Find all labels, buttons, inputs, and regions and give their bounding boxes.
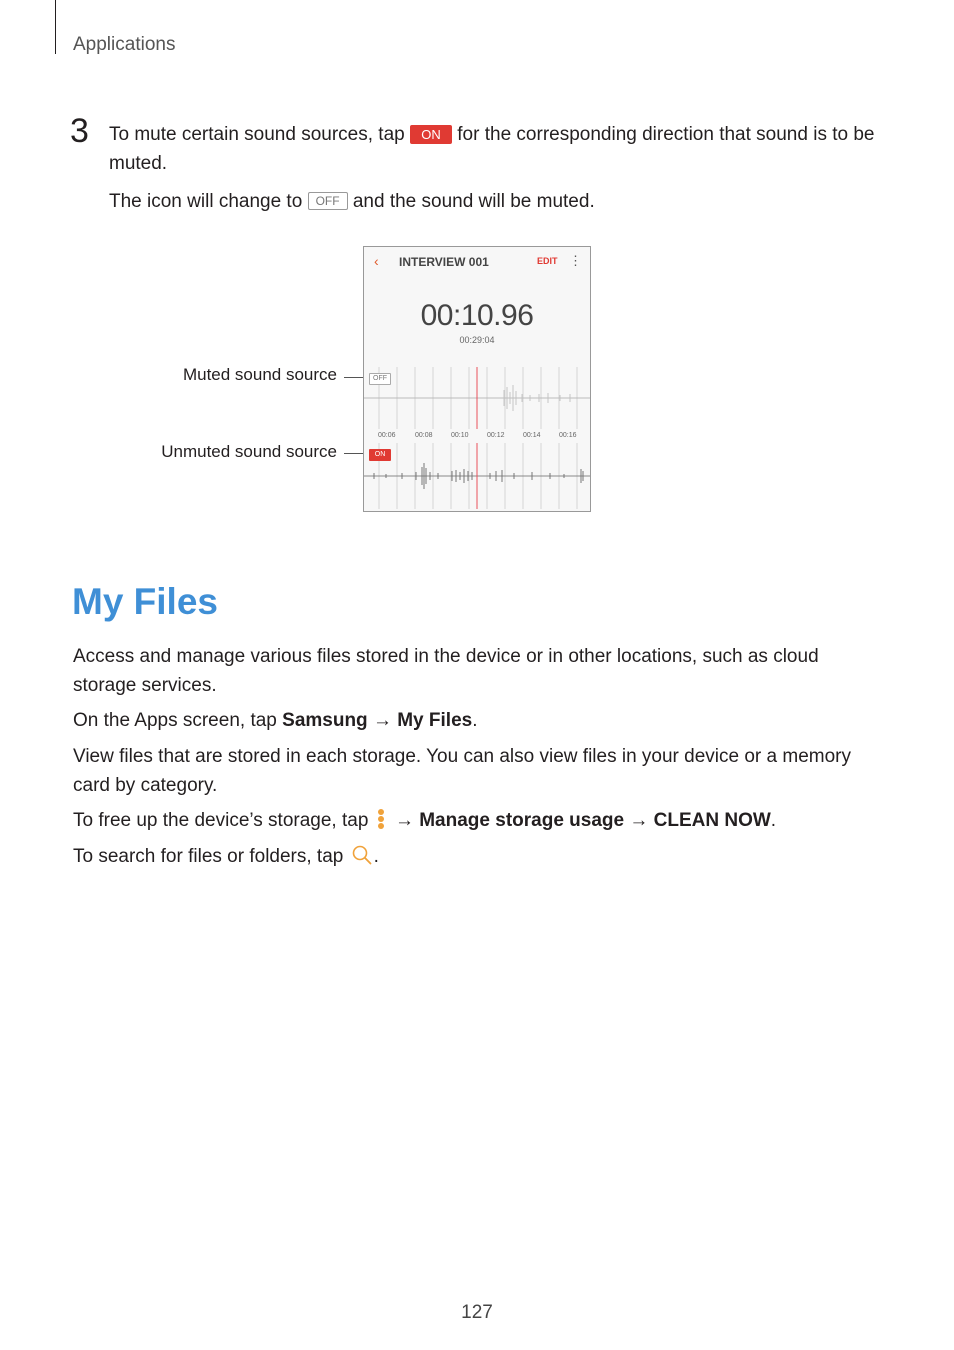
clean-now-label: CLEAN NOW — [653, 810, 771, 831]
section-header: Applications — [73, 34, 176, 55]
elapsed-timer: 00:10.96 — [420, 299, 534, 332]
text-segment: . — [373, 846, 379, 867]
voice-recorder-screenshot — [363, 246, 591, 512]
page-edge-rule — [55, 0, 56, 54]
arrow-separator: → — [367, 710, 398, 731]
tick-label: 00:10 — [451, 432, 469, 439]
free-storage-instruction — [73, 806, 873, 835]
edit-button[interactable]: EDIT — [537, 256, 558, 266]
step-text-3: The icon will change to — [109, 191, 308, 212]
text-segment: To free up the device’s storage, tap — [73, 810, 374, 831]
tick-label: 00:12 — [487, 432, 505, 439]
arrow-separator: → — [389, 810, 420, 831]
step-text-1: To mute certain sound sources, tap — [109, 124, 410, 145]
step-result — [109, 187, 889, 216]
back-chevron-icon[interactable]: ‹ — [374, 253, 379, 269]
callout-muted: Muted sound source — [182, 365, 337, 384]
total-duration: 00:29:04 — [459, 335, 495, 345]
unmuted-waveform — [364, 443, 590, 509]
search-instruction — [73, 842, 873, 871]
text-segment: On the Apps screen, tap — [73, 710, 283, 731]
muted-toggle[interactable]: OFF — [369, 373, 391, 385]
step-text-4: and the sound will be muted. — [347, 191, 595, 212]
my-files-view-info: View files that are stored in each storage. You can also view files in your device or a memory card by category. — [73, 746, 851, 796]
text-segment: . — [472, 710, 478, 731]
tick-label: 00:06 — [378, 432, 396, 439]
text-segment: . — [770, 810, 777, 831]
recording-title: INTERVIEW 001 — [399, 255, 489, 269]
more-options-icon[interactable]: ⋮ — [569, 253, 582, 268]
unmuted-toggle[interactable]: ON — [369, 449, 391, 461]
tick-label: 00:16 — [559, 432, 577, 439]
search-icon — [351, 844, 373, 866]
my-files-heading: My Files — [72, 581, 218, 622]
manage-storage-label: Manage storage usage — [419, 810, 625, 831]
arrow-separator: → — [624, 810, 654, 831]
step-text-2: for the corresponding direction that sound is to be muted. — [109, 124, 875, 174]
callout-unmuted: Unmuted sound source — [161, 442, 337, 461]
muted-waveform — [364, 367, 590, 429]
my-files-app-label: My Files — [397, 710, 473, 731]
my-files-open-steps — [73, 706, 873, 735]
on-button-inline: ON — [410, 125, 452, 144]
off-button-inline: OFF — [308, 192, 348, 210]
step-instruction — [109, 120, 889, 178]
page-number: 127 — [461, 1302, 493, 1323]
more-options-icon — [376, 807, 386, 831]
step-number: 3 — [70, 112, 89, 150]
tick-label: 00:08 — [415, 432, 433, 439]
samsung-menu-label: Samsung — [282, 710, 368, 731]
tick-label: 00:14 — [523, 432, 541, 439]
my-files-intro: Access and manage various files stored in the device or in other locations, such as cloud storage services. — [73, 646, 819, 696]
text-segment: To search for files or folders, tap — [73, 846, 349, 867]
